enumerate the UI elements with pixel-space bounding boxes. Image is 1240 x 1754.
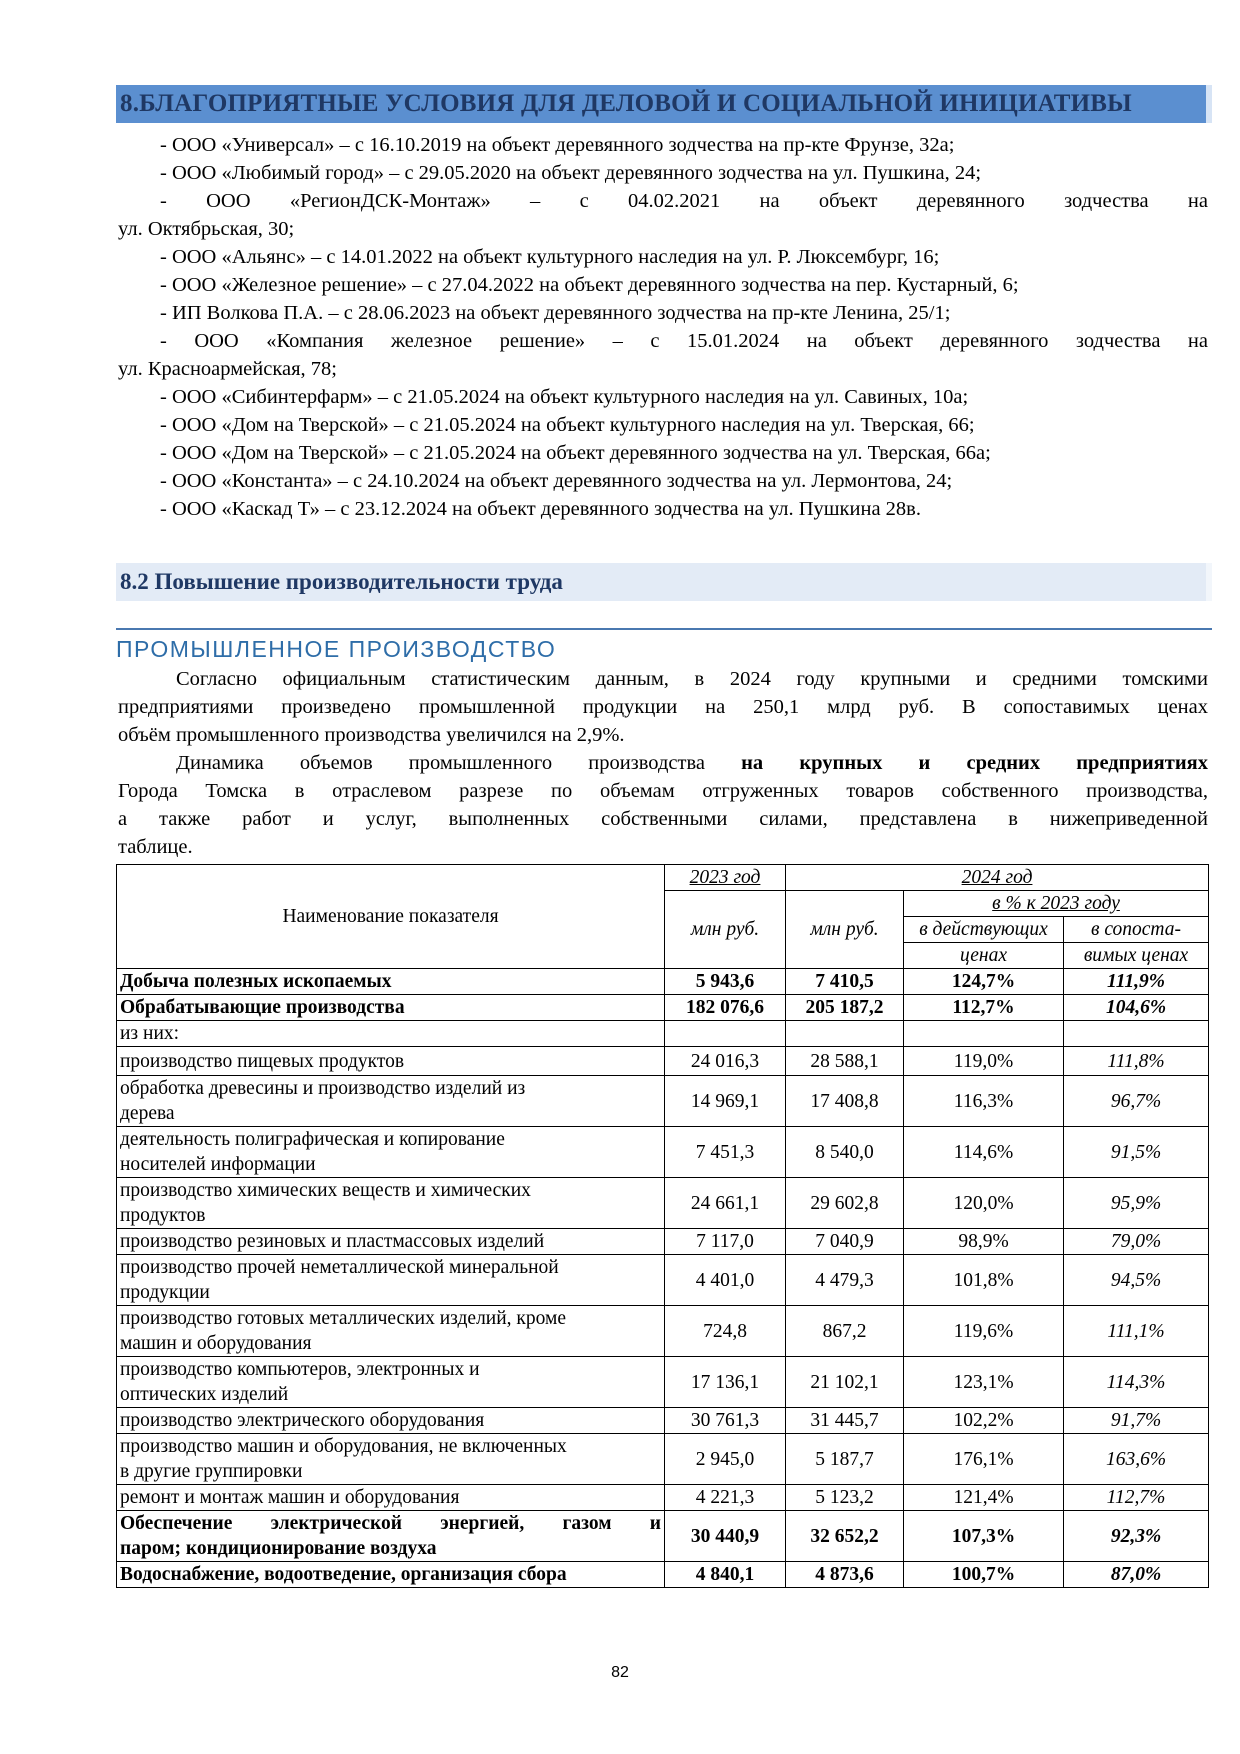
cell-current-prices: 123,1% (904, 1357, 1064, 1408)
paragraph-dynamics (118, 749, 1208, 861)
cell-comparable-prices: 111,9% (1064, 969, 1209, 995)
page-number: 82 (611, 1664, 629, 1681)
cell-current-prices: 107,3% (904, 1511, 1064, 1562)
cell-comparable-prices: 111,8% (1064, 1047, 1209, 1076)
header-mln-2024 (786, 891, 904, 969)
cell-indicator-name (117, 1434, 665, 1485)
list-item: - ООО «Универсал» – с 16.10.2019 на объект деревянного зодчества на пр-кте Фрунзе, 32а; (160, 134, 955, 156)
section-title-bar (116, 85, 1212, 123)
cell-2023-value: 5 943,6 (665, 969, 786, 995)
cell-indicator-name (117, 1511, 665, 1562)
cell-indicator-name: ремонт и монтаж машин и оборудования (117, 1485, 665, 1511)
cell-2023-value: 24 661,1 (665, 1178, 786, 1229)
table-row (117, 1562, 1209, 1588)
cell-indicator-name (117, 1306, 665, 1357)
cell-comparable-prices: 114,3% (1064, 1357, 1209, 1408)
cell-2023-value: 4 221,3 (665, 1485, 786, 1511)
table-row (117, 1178, 1209, 1229)
table-row (117, 1076, 1209, 1127)
cell-current-prices: 100,7% (904, 1562, 1064, 1588)
cell-2024-value: 31 445,7 (786, 1408, 904, 1434)
list-item-continuation: ул. Октябрьская, 30; (118, 218, 295, 240)
cell-indicator-name-line: продукции (120, 1282, 210, 1303)
subsection-title: 8.2 Повышение производительности труда (120, 569, 563, 594)
header-percent (904, 891, 1209, 917)
table-header-row (117, 865, 1209, 891)
cell-2024-value: 7 040,9 (786, 1229, 904, 1255)
cell-2024-value: 21 102,1 (786, 1357, 904, 1408)
header-2023 (665, 865, 786, 891)
cell-2024-value: 5 123,2 (786, 1485, 904, 1511)
cell-comparable-prices: 91,5% (1064, 1127, 1209, 1178)
header-mln-2023 (665, 891, 786, 969)
cell-indicator-name: производство электрического оборудования (117, 1408, 665, 1434)
cell-current-prices (904, 1021, 1064, 1047)
table-row (117, 1047, 1209, 1076)
table-row (117, 1021, 1209, 1047)
cell-indicator-name (117, 1127, 665, 1178)
cell-indicator-name-line: производство прочей неметаллической минеральной (120, 1257, 559, 1278)
cell-comparable-prices: 79,0% (1064, 1229, 1209, 1255)
cell-2024-value: 7 410,5 (786, 969, 904, 995)
header-percent-text: в % к 2023 году (992, 893, 1120, 914)
cell-current-prices: 101,8% (904, 1255, 1064, 1306)
cell-2024-value: 28 588,1 (786, 1047, 904, 1076)
paragraph-line (118, 749, 1208, 777)
cell-indicator-name-line: машин и оборудования (120, 1333, 312, 1354)
cell-indicator-name: Водоснабжение, водоотведение, организация сбора (117, 1562, 665, 1588)
table-row (117, 969, 1209, 995)
cell-comparable-prices: 95,9% (1064, 1178, 1209, 1229)
section-title: 8.БЛАГОПРИЯТНЫЕ УСЛОВИЯ ДЛЯ ДЕЛОВОЙ И СОЦИАЛЬНОЙ ИНИЦИАТИВЫ (120, 90, 1132, 117)
paragraph-line: объём промышленного производства увеличился на 2,9%. (118, 724, 625, 746)
cell-comparable-prices: 163,6% (1064, 1434, 1209, 1485)
table-row (117, 1306, 1209, 1357)
table-row (117, 1485, 1209, 1511)
cell-indicator-name-line: Обеспечение электрической энергией, газом и (120, 1513, 661, 1534)
cell-comparable-prices: 104,6% (1064, 995, 1209, 1021)
cell-indicator-name: Обрабатывающие производства (117, 995, 665, 1021)
cell-current-prices: 116,3% (904, 1076, 1064, 1127)
list-item: - ООО «Альянс» – с 14.01.2022 на объект культурного наследия на ул. Р. Люксембург, 16; (160, 246, 940, 268)
list-item: - ООО «Компания железное решение» – с 15.01.2024 на объект деревянного зодчества на (160, 330, 1208, 352)
paragraph-line: а также работ и услуг, выполненных собственными силами, представлена в нижеприведенной (118, 808, 1208, 830)
cell-2023-value (665, 1021, 786, 1047)
paragraph-bold-text: на крупных и средних предприятиях (741, 752, 1208, 774)
production-table (116, 864, 1209, 1588)
cell-2024-value: 867,2 (786, 1306, 904, 1357)
cell-indicator-name-line: производство компьютеров, электронных и (120, 1359, 480, 1380)
cell-indicator-name: производство пищевых продуктов (117, 1047, 665, 1076)
table-row (117, 1357, 1209, 1408)
table-row (117, 995, 1209, 1021)
table-row (117, 1511, 1209, 1562)
cell-2023-value: 4 401,0 (665, 1255, 786, 1306)
cell-current-prices: 98,9% (904, 1229, 1064, 1255)
cell-2023-value: 724,8 (665, 1306, 786, 1357)
cell-indicator-name-line: паром; кондиционирование воздуха (120, 1538, 437, 1559)
cell-2024-value (786, 1021, 904, 1047)
cell-2024-value: 4 873,6 (786, 1562, 904, 1588)
cell-indicator-name-line: производство машин и оборудования, не включенных (120, 1436, 567, 1457)
header-mln-text: млн руб. (810, 919, 879, 940)
cell-current-prices: 112,7% (904, 995, 1064, 1021)
list-item: - ООО «Любимый город» – с 29.05.2020 на объект деревянного зодчества на ул. Пушкина, 24; (160, 162, 982, 184)
list-item: - ООО «Каскад Т» – с 23.12.2024 на объект деревянного зодчества на ул. Пушкина 28в. (160, 498, 921, 520)
cell-indicator-name-line: производство готовых металлических изделий, кроме (120, 1308, 567, 1329)
header-2024-text: 2024 год (961, 867, 1033, 888)
cell-2023-value: 24 016,3 (665, 1047, 786, 1076)
header-comparable-prices-a: в сопоста- (1064, 917, 1209, 943)
cell-current-prices: 119,0% (904, 1047, 1064, 1076)
list-item-continuation: ул. Красноармейская, 78; (118, 358, 337, 380)
header-mln-text: млн руб. (690, 919, 760, 940)
cell-2024-value: 4 479,3 (786, 1255, 904, 1306)
cell-indicator-name (117, 1255, 665, 1306)
list-item: - ООО «Дом на Тверской» – с 21.05.2024 на объект деревянного зодчества на ул. Тверская, 66а; (160, 442, 991, 464)
header-2023-text: 2023 год (689, 867, 761, 888)
table-row (117, 1255, 1209, 1306)
header-indicator-name: Наименование показателя (117, 865, 665, 969)
cell-comparable-prices: 112,7% (1064, 1485, 1209, 1511)
list-item: - ИП Волкова П.А. – с 28.06.2023 на объект деревянного зодчества на пр-кте Ленина, 25/1; (160, 302, 951, 324)
cell-comparable-prices: 87,0% (1064, 1562, 1209, 1588)
tenant-list (118, 131, 1208, 523)
cell-2023-value: 182 076,6 (665, 995, 786, 1021)
paragraph-statistics (118, 665, 1208, 749)
cell-indicator-name-line: носителей информации (120, 1154, 316, 1175)
cell-indicator-name: Добыча полезных ископаемых (117, 969, 665, 995)
table-row (117, 1434, 1209, 1485)
paragraph-line: предприятиями произведено промышленной продукции на 250,1 млрд руб. В сопоставимых ценах (118, 696, 1208, 718)
cell-indicator-name-line: в другие группировки (120, 1461, 303, 1482)
cell-2023-value: 7 117,0 (665, 1229, 786, 1255)
cell-comparable-prices: 91,7% (1064, 1408, 1209, 1434)
list-item: - ООО «Сибинтерфарм» – с 21.05.2024 на объект культурного наследия на ул. Савиных, 10а; (160, 386, 969, 408)
paragraph-line: Согласно официальным статистическим данным, в 2024 году крупными и средними томскими (176, 668, 1208, 690)
cell-comparable-prices: 94,5% (1064, 1255, 1209, 1306)
cell-2024-value: 17 408,8 (786, 1076, 904, 1127)
cell-current-prices: 121,4% (904, 1485, 1064, 1511)
divider (116, 628, 1212, 630)
list-item: - ООО «Железное решение» – с 27.04.2022 на объект деревянного зодчества на пер. Кустарный, 6; (160, 274, 1019, 296)
cell-indicator-name (117, 1357, 665, 1408)
header-2024 (786, 865, 1209, 891)
list-item: - ООО «РегионДСК-Монтаж» – с 04.02.2021 на объект деревянного зодчества на (160, 190, 1208, 212)
subheading: ПРОМЫШЛЕННОЕ ПРОИЗВОДСТВО (116, 636, 557, 662)
paragraph-line: Города Томска в отраслевом разрезе по объемам отгруженных товаров собственного производства, (118, 780, 1208, 802)
cell-indicator-name-line: обработка древесины и производство изделий из (120, 1078, 526, 1099)
cell-2023-value: 7 451,3 (665, 1127, 786, 1178)
cell-indicator-name-line: продуктов (120, 1205, 206, 1226)
paragraph-text: Динамика объемов промышленного производства (176, 752, 742, 774)
cell-2023-value: 17 136,1 (665, 1357, 786, 1408)
paragraph-line: таблице. (118, 836, 193, 858)
cell-2024-value: 8 540,0 (786, 1127, 904, 1178)
cell-2023-value: 4 840,1 (665, 1562, 786, 1588)
cell-comparable-prices: 92,3% (1064, 1511, 1209, 1562)
cell-current-prices: 119,6% (904, 1306, 1064, 1357)
table-row (117, 1229, 1209, 1255)
cell-2024-value: 5 187,7 (786, 1434, 904, 1485)
subsection-title-bar (116, 563, 1212, 601)
cell-current-prices: 102,2% (904, 1408, 1064, 1434)
table-row (117, 1408, 1209, 1434)
cell-indicator-name: производство резиновых и пластмассовых изделий (117, 1229, 665, 1255)
cell-comparable-prices (1064, 1021, 1209, 1047)
header-comparable-prices-b: вимых ценах (1064, 943, 1209, 969)
cell-indicator-name-line: производство химических веществ и химических (120, 1180, 531, 1201)
cell-2024-value: 29 602,8 (786, 1178, 904, 1229)
cell-current-prices: 176,1% (904, 1434, 1064, 1485)
list-item: - ООО «Константа» – с 24.10.2024 на объект деревянного зодчества на ул. Лермонтова, 24; (160, 470, 953, 492)
list-item: - ООО «Дом на Тверской» – с 21.05.2024 на объект культурного наследия на ул. Тверская, 66; (160, 414, 975, 436)
table-row (117, 1127, 1209, 1178)
cell-indicator-name-line: оптических изделий (120, 1384, 289, 1405)
cell-2023-value: 30 761,3 (665, 1408, 786, 1434)
cell-2024-value: 205 187,2 (786, 995, 904, 1021)
cell-indicator-name-line: дерева (120, 1103, 175, 1124)
cell-comparable-prices: 96,7% (1064, 1076, 1209, 1127)
header-current-prices-b: ценах (904, 943, 1064, 969)
cell-2023-value: 30 440,9 (665, 1511, 786, 1562)
cell-indicator-name (117, 1178, 665, 1229)
cell-indicator-name (117, 1076, 665, 1127)
cell-indicator-name: из них: (117, 1021, 665, 1047)
cell-current-prices: 114,6% (904, 1127, 1064, 1178)
cell-comparable-prices: 111,1% (1064, 1306, 1209, 1357)
cell-current-prices: 120,0% (904, 1178, 1064, 1229)
cell-indicator-name-line: деятельность полиграфическая и копирование (120, 1129, 505, 1150)
cell-2023-value: 14 969,1 (665, 1076, 786, 1127)
cell-2024-value: 32 652,2 (786, 1511, 904, 1562)
cell-current-prices: 124,7% (904, 969, 1064, 995)
cell-2023-value: 2 945,0 (665, 1434, 786, 1485)
header-current-prices-a: в действующих (904, 917, 1064, 943)
